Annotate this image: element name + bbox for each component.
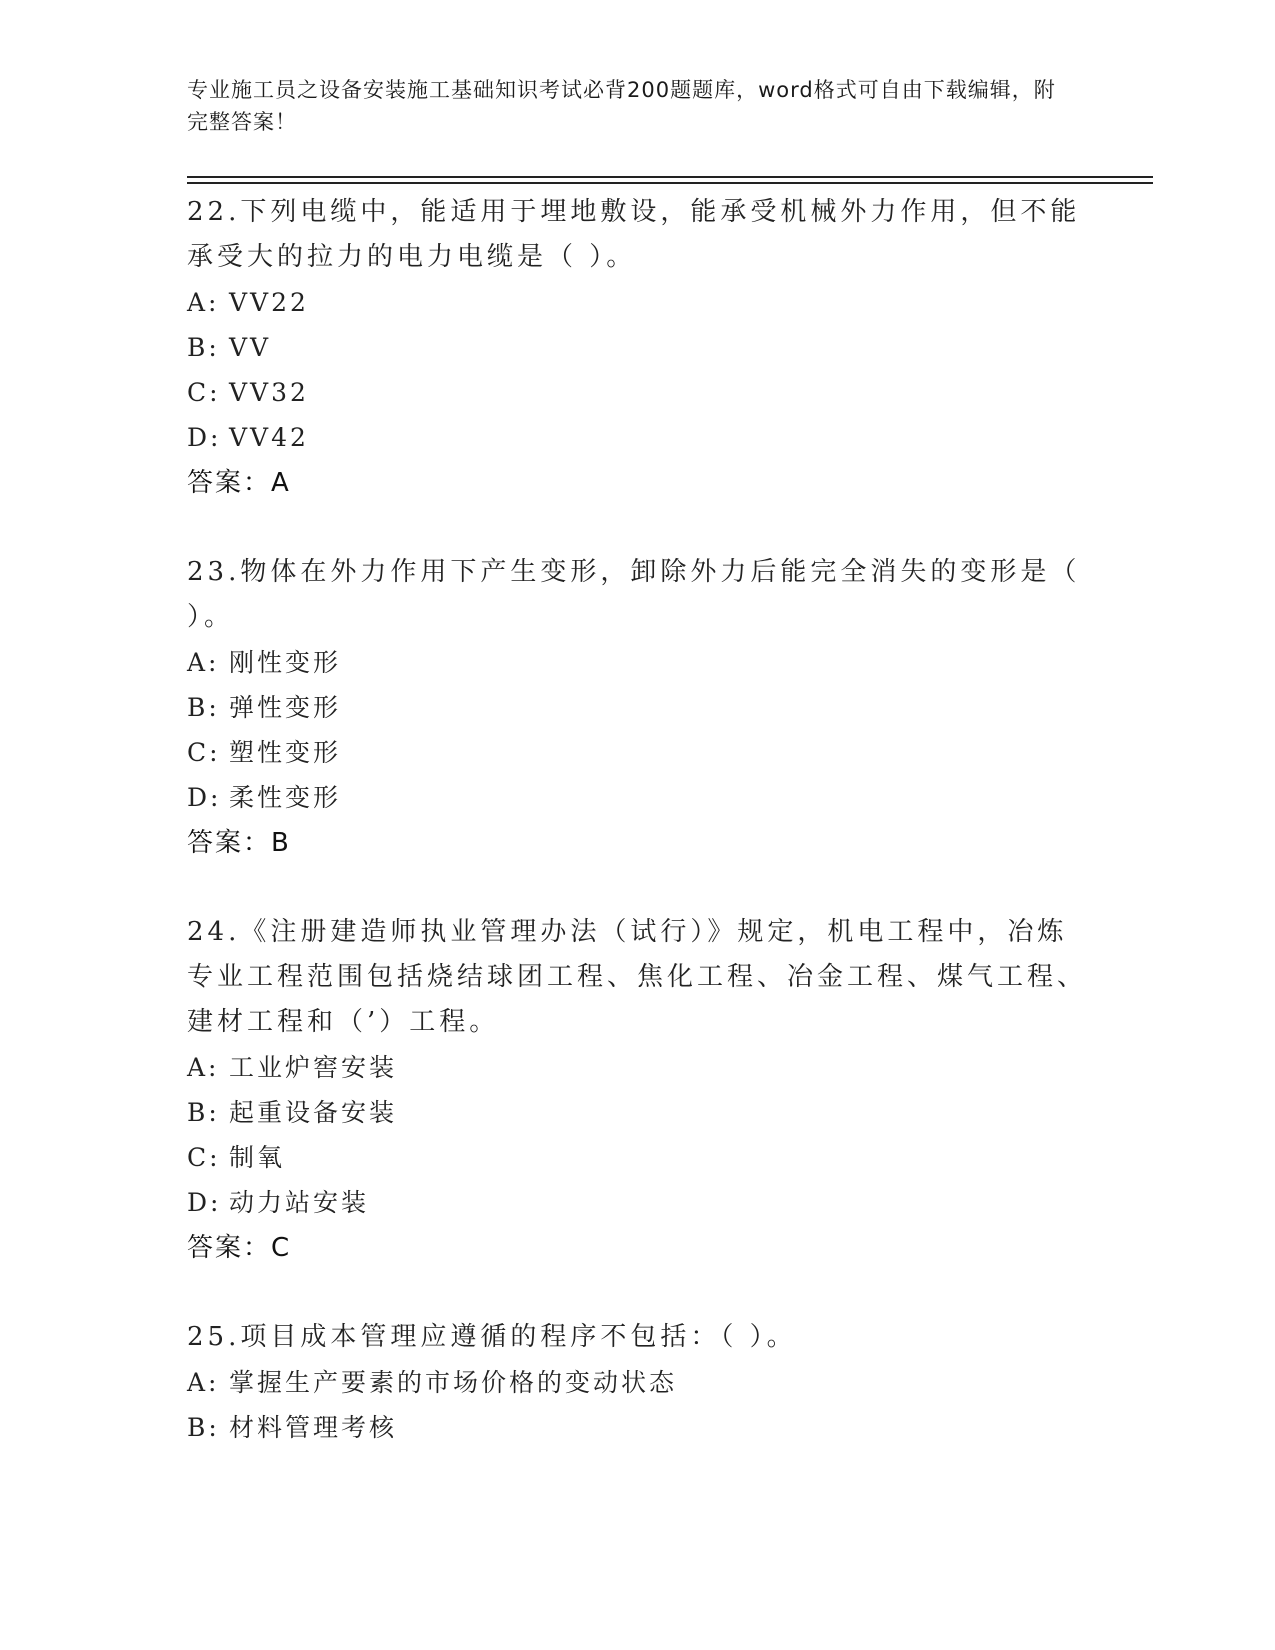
option-letter: C: — [187, 1143, 221, 1172]
option-d — [187, 415, 1087, 460]
question-25 — [187, 1315, 1087, 1450]
option-text: 塑性变形 — [229, 738, 342, 767]
option-b — [187, 1405, 1087, 1450]
option-d — [187, 775, 1087, 820]
option-text: VV32 — [229, 378, 309, 407]
option-text: VV42 — [229, 423, 309, 452]
question-text: 22.下列电缆中，能适用于埋地敷设，能承受机械外力作用，但不能承受大的拉力的电力电缆是（ ）。 — [187, 197, 1081, 272]
option-a — [187, 280, 1087, 325]
option-a — [187, 1360, 1087, 1405]
option-b — [187, 325, 1087, 370]
option-a — [187, 640, 1087, 685]
question-23 — [187, 550, 1087, 866]
option-text: 柔性变形 — [229, 783, 342, 812]
option-c — [187, 1135, 1087, 1180]
option-text: VV22 — [229, 288, 309, 317]
option-b — [187, 1090, 1087, 1135]
option-letter: B: — [187, 333, 220, 362]
question-text: 25.项目成本管理应遵循的程序不包括：（ ）。 — [187, 1322, 797, 1352]
question-text: 24.《注册建造师执业管理办法（试行）》规定，机电工程中，冶炼专业工程范围包括烧结球团工程、焦化工程、冶金工程、煤气工程、建材工程和（’）工程。 — [187, 917, 1088, 1037]
option-c — [187, 370, 1087, 415]
option-c — [187, 730, 1087, 775]
option-b — [187, 685, 1087, 730]
option-a — [187, 1045, 1087, 1090]
header-divider-top — [187, 176, 1153, 178]
option-letter: B: — [187, 1413, 220, 1442]
option-text: 刚性变形 — [229, 648, 342, 677]
question-list — [187, 190, 1087, 1494]
document-header: 专业施工员之设备安装施工基础知识考试必背200题题库，word格式可自由下载编辑，附完整答案！ — [187, 78, 1056, 134]
answer-line: 答案：B — [187, 828, 291, 858]
option-text: 工业炉窖安装 — [229, 1053, 398, 1082]
option-text: 制氧 — [229, 1143, 286, 1172]
option-letter: A: — [187, 1053, 220, 1082]
option-letter: D: — [187, 423, 222, 452]
option-text: 材料管理考核 — [229, 1413, 398, 1442]
option-letter: A: — [187, 648, 220, 677]
option-letter: C: — [187, 738, 221, 767]
option-text: 起重设备安装 — [229, 1098, 398, 1127]
option-text: 掌握生产要素的市场价格的变动状态 — [229, 1368, 678, 1397]
option-letter: A: — [187, 288, 220, 317]
option-letter: D: — [187, 783, 222, 812]
answer-line: 答案：A — [187, 468, 291, 498]
option-letter: B: — [187, 693, 220, 722]
option-letter: C: — [187, 378, 221, 407]
option-letter: A: — [187, 1368, 220, 1397]
option-text: 弹性变形 — [229, 693, 342, 722]
question-24 — [187, 910, 1087, 1271]
header-divider-bottom — [187, 182, 1153, 184]
option-letter: B: — [187, 1098, 220, 1127]
option-text: 动力站安装 — [229, 1188, 370, 1217]
question-text: 23.物体在外力作用下产生变形，卸除外力后能完全消失的变形是（ ）。 — [187, 557, 1081, 632]
option-text: VV — [229, 333, 272, 362]
option-letter: D: — [187, 1188, 222, 1217]
option-d — [187, 1180, 1087, 1225]
answer-line: 答案：C — [187, 1233, 292, 1263]
question-22 — [187, 190, 1087, 506]
